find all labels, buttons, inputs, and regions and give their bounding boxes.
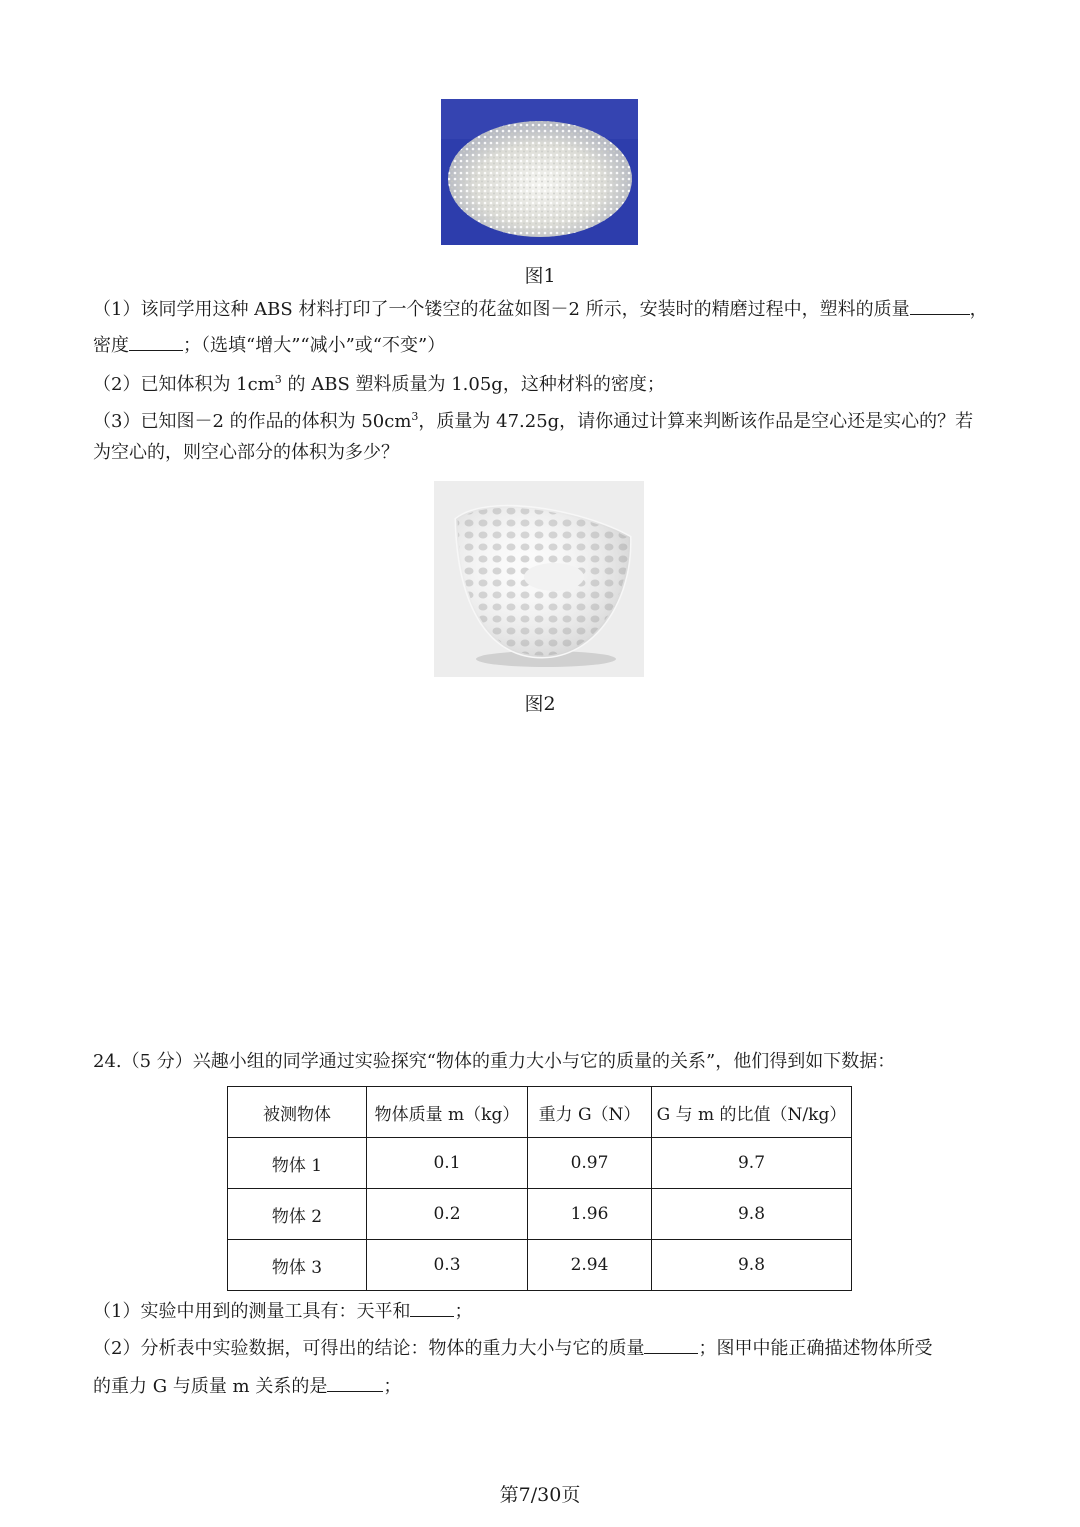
- answer-blank-density[interactable]: [129, 332, 183, 351]
- q24-sub2-text-b: ；图甲中能正确描述物体所受: [698, 1338, 933, 1359]
- table-header-cell: 被测物体: [228, 1087, 367, 1138]
- q24-sub1-text: （1）实验中用到的测量工具有：天平和: [93, 1301, 411, 1322]
- answer-blank-graph[interactable]: [327, 1373, 383, 1392]
- q24-sub2-line1: [93, 1335, 932, 1361]
- q23-part1-text: （1）该同学用这种 ABS 材料打印了一个镂空的花盆如图－2 所示，安装时的精磨过程中，塑料的质量: [93, 299, 910, 320]
- figure-2-image: [434, 481, 644, 677]
- figure-1-image: [441, 99, 638, 245]
- q23-part1-line1: [93, 296, 988, 322]
- answer-blank-relation[interactable]: [644, 1335, 698, 1354]
- table-cell: 物体 2: [228, 1189, 367, 1240]
- q23-part1-line2: [93, 332, 445, 358]
- table-row: [228, 1138, 852, 1189]
- table-cell: 0.3: [367, 1240, 528, 1291]
- q23-part3-text-b: ，质量为 47.25g，请你通过计算来判断该作品是空心还是实心的？若: [418, 411, 974, 432]
- table-cell: 9.8: [652, 1189, 852, 1240]
- table-row: [228, 1240, 852, 1291]
- q24-intro: 24.（5 分）兴趣小组的同学通过实验探究“物体的重力大小与它的质量的关系”，他们得到如下数据：: [93, 1051, 896, 1072]
- table-cell: 0.97: [528, 1138, 652, 1189]
- table-header-cell: 物体质量 m（kg）: [367, 1087, 528, 1138]
- q23-density-label: 密度: [93, 335, 129, 356]
- q23-part2-text-b: 的 ABS 塑料质量为 1.05g，这种材料的密度；: [281, 374, 665, 395]
- q23-part2-text-a: （2）已知体积为 1cm: [93, 374, 275, 395]
- q24-sub2-text: （2）分析表中实验数据，可得出的结论：物体的重力大小与它的质量: [93, 1338, 645, 1359]
- answer-blank-tool[interactable]: [410, 1298, 454, 1317]
- q23-part1-punct: ，: [969, 299, 988, 320]
- pellets-illustration: [441, 99, 638, 245]
- q24-sub2-line2: [93, 1373, 401, 1399]
- table-cell: 物体 1: [228, 1138, 367, 1189]
- table-cell: 9.8: [652, 1240, 852, 1291]
- table-cell: 0.2: [367, 1189, 528, 1240]
- q23-part3-sup: 3: [411, 410, 419, 423]
- q23-part3-text-a: （3）已知图－2 的作品的体积为 50cm: [93, 411, 412, 432]
- q23-part2: [93, 368, 665, 397]
- data-table: [227, 1086, 852, 1291]
- answer-blank-mass[interactable]: [910, 296, 970, 315]
- table-header-cell: G 与 m 的比值（N/kg）: [652, 1087, 852, 1138]
- q23-part3-line2: 为空心的，则空心部分的体积为多少？: [93, 442, 399, 463]
- q24-sub1: [93, 1298, 472, 1324]
- q23-part3-line1: [93, 405, 973, 434]
- q24-sub1-punct: ；: [454, 1301, 473, 1322]
- table-header-row: [228, 1087, 852, 1138]
- q23-part1-hint: ；（选填“增大”“减小”或“不变”）: [183, 335, 446, 356]
- table-cell: 9.7: [652, 1138, 852, 1189]
- flowerpot-illustration: [434, 481, 644, 677]
- table-cell: 1.96: [528, 1189, 652, 1240]
- q24-sub2-text-c: 的重力 G 与质量 m 关系的是: [93, 1376, 328, 1397]
- table-row: [228, 1189, 852, 1240]
- page-number: 第7/30页: [499, 1484, 581, 1506]
- table-header-cell: 重力 G（N）: [528, 1087, 652, 1138]
- table-cell: 物体 3: [228, 1240, 367, 1291]
- q23-part2-sup: 3: [274, 373, 282, 386]
- table-cell: 0.1: [367, 1138, 528, 1189]
- figure-2-caption: 图2: [524, 693, 556, 715]
- q24-sub2-punct: ；: [383, 1376, 402, 1397]
- table-cell: 2.94: [528, 1240, 652, 1291]
- figure-1-caption: 图1: [524, 265, 556, 287]
